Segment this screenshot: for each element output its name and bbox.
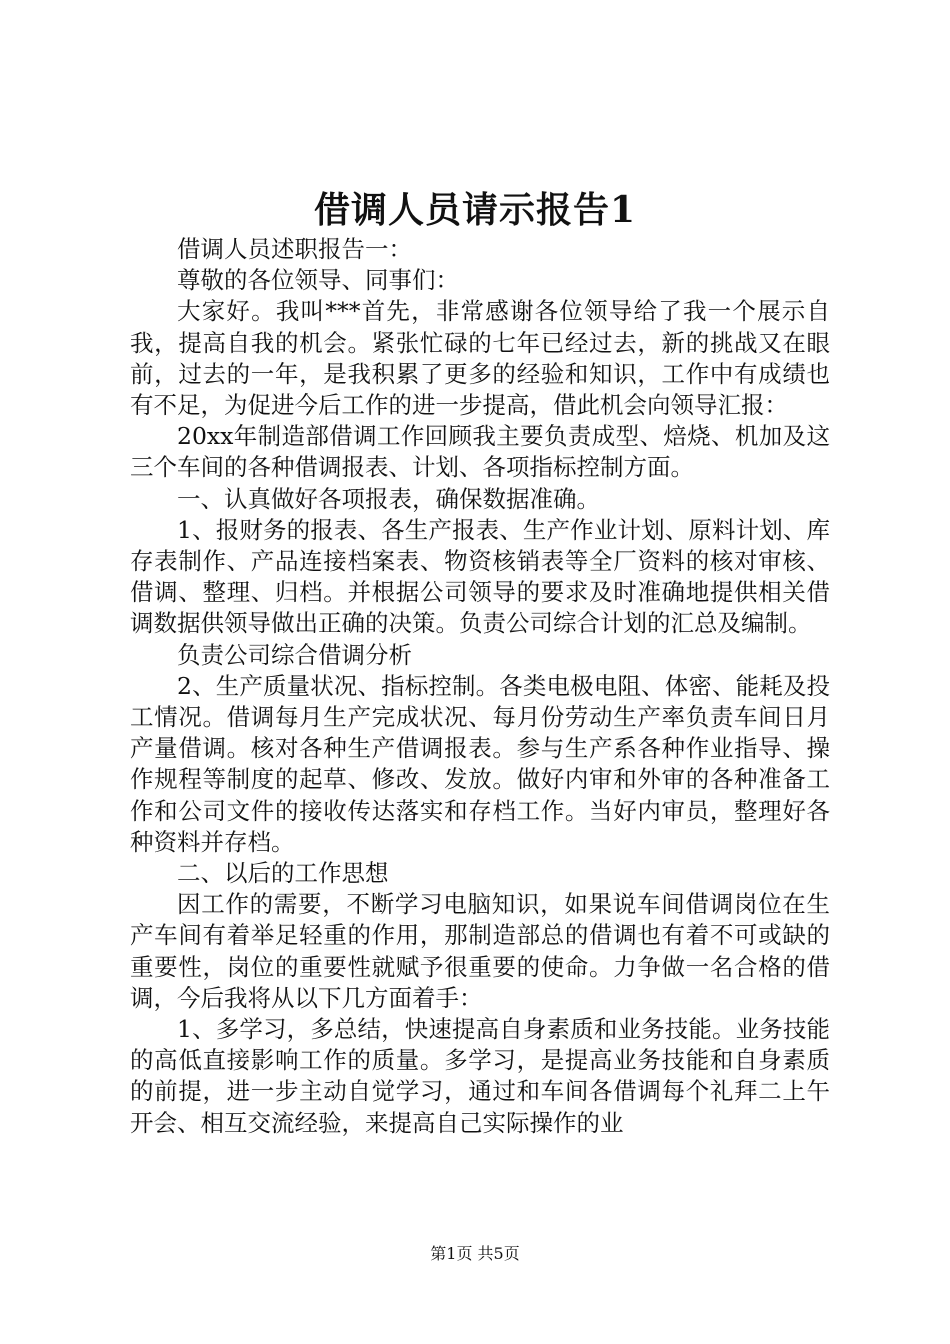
document-body	[130, 234, 830, 1139]
paragraph: 1、报财务的报表、各生产报表、生产作业计划、原料计划、库存表制作、产品连接档案表、物资核销表等全厂资料的核对审核、借调、整理、归档。并根据公司领导的要求及时准确地提供相关借调数据供领导做出正确的决策。负责公司综合计划的汇总及编制。	[130, 515, 830, 638]
section-heading: 二、以后的工作思想	[177, 859, 389, 888]
paragraph: 尊敬的各位领导、同事们：	[177, 266, 459, 295]
page-footer: 第1页 共5页	[430, 1244, 520, 1263]
paragraph: 20xx年制造部借调工作回顾我主要负责成型、焙烧、机加及这三个车间的各种借调报表、计划、各项指标控制方面。	[130, 422, 830, 482]
paragraph: 大家好。我叫***首先，非常感谢各位领导给了我一个展示自我，提高自我的机会。紧张忙碌的七年已经过去，新的挑战又在眼前，过去的一年，是我积累了更多的经验和知识，工作中有成绩也有不足，为促进今后工作的进一步提高，借此机会向领导汇报：	[130, 297, 830, 420]
paragraph: 负责公司综合借调分析	[177, 640, 412, 669]
paragraph: 2、生产质量状况、指标控制。各类电极电阻、体密、能耗及投工情况。借调每月生产完成状况、每月份劳动生产率负责车间日月产量借调。核对各种生产借调报表。参与生产系各种作业指导、操作规程等制度的起草、修改、发放。做好内审和外审的各种准备工作和公司文件的接收传达落实和存档工作。当好内审员，整理好各种资料并存档。	[130, 671, 830, 856]
section-heading: 一、认真做好各项报表，确保数据准确。	[177, 484, 600, 513]
paragraph: 借调人员述职报告一：	[177, 235, 412, 263]
document-title: 借调人员请示报告1	[313, 189, 637, 231]
paragraph: 1、多学习，多总结，快速提高自身素质和业务技能。业务技能的高低直接影响工作的质量。多学习，是提高业务技能和自身素质的前提，进一步主动自觉学习，通过和车间各借调每个礼拜二上午开会、相互交流经验，来提高自己实际操作的业	[130, 1015, 830, 1137]
paragraph: 因工作的需要，不断学习电脑知识，如果说车间借调岗位在生产车间有着举足轻重的作用，那制造部总的借调也有着不可或缺的重要性，岗位的重要性就赋予很重要的使命。力争做一名合格的借调，今后我将从以下几方面着手：	[130, 890, 830, 1012]
